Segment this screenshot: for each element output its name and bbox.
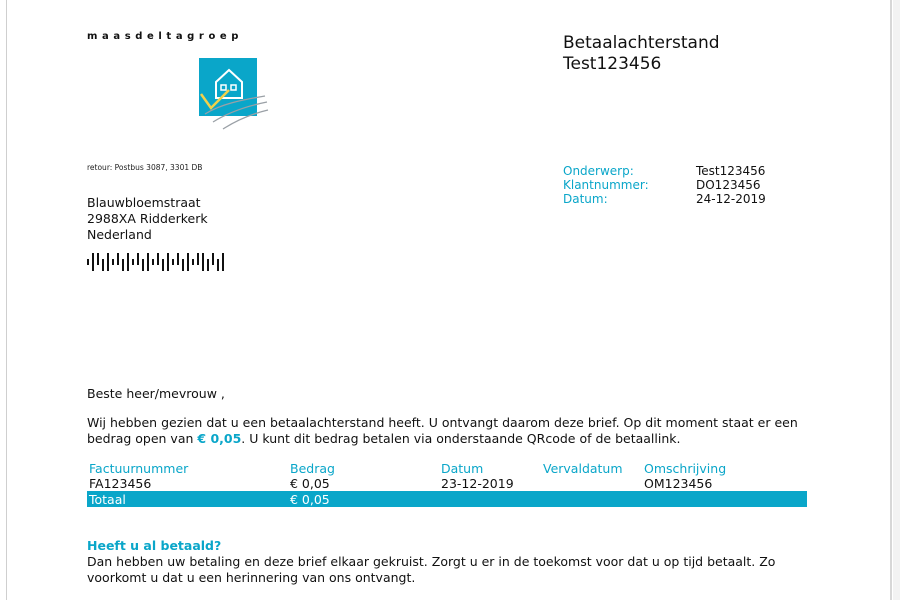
open-amount: € 0,05 [197,431,242,446]
meta-label: Onderwerp: [563,164,634,178]
return-address: retour: Postbus 3087, 3301 DB [87,163,203,172]
page-left-edge [6,0,7,600]
table-cell-date: 23-12-2019 [441,476,514,491]
column-header: Omschrijving [644,461,727,476]
meta-value: DO123456 [696,178,761,192]
meta-row-customer-number [563,178,766,192]
page-right-edge [890,0,892,600]
column-header: Datum [441,461,484,476]
meta-value: Test123456 [696,164,766,178]
postal-barcode-icon [87,253,227,271]
table-cell-description: OM123456 [644,476,713,491]
meta-value: 24-12-2019 [696,192,766,206]
page-right-margin [893,0,900,600]
house-logo-icon [199,58,269,130]
column-header: Factuurnummer [89,461,189,476]
recipient-address [87,195,208,243]
meta-row-date [563,192,766,206]
total-amount: € 0,05 [290,492,330,507]
meta-row-subject [563,164,766,178]
letter-title-main: Betaalachterstand [563,33,720,53]
paid-heading: Heeft u al betaald? [87,538,222,553]
table-cell-invoice-number: FA123456 [89,476,152,491]
meta-label: Klantnummer: [563,178,649,192]
meta-label: Datum: [563,192,608,206]
table-cell-amount: € 0,05 [290,476,330,491]
table-row [87,476,807,491]
address-country: Nederland [87,227,152,242]
company-name: maasdeltagroep [87,31,244,42]
total-label: Totaal [89,492,126,507]
letter-title-reference: Test123456 [563,54,662,74]
salutation: Beste heer/mevrouw , [87,386,225,401]
invoice-table [87,461,807,507]
address-city: 2988XA Ridderkerk [87,211,208,226]
table-header-row [87,461,807,476]
intro-text-end: . U kunt dit bedrag betalen via onderstaande QRcode of de betaallink. [241,431,681,446]
intro-text: Wij hebben gezien dat u een betaalachterstand heeft. U ontvangt daarom deze brief. Op dit moment staat er een bedrag open van [87,415,798,446]
letter-title [563,33,720,75]
column-header: Bedrag [290,461,335,476]
intro-paragraph [87,415,817,447]
column-header: Vervaldatum [543,461,623,476]
table-total-row [87,491,807,507]
letter-meta [563,164,766,206]
address-street: Blauwbloemstraat [87,195,201,210]
paid-paragraph: Dan hebben uw betaling en deze brief elkaar gekruist. Zorgt u er in de toekomst voor dat u op tijd betaalt. Zo voorkomt u dat u een herinnering van ons ontvangt. [87,554,776,585]
